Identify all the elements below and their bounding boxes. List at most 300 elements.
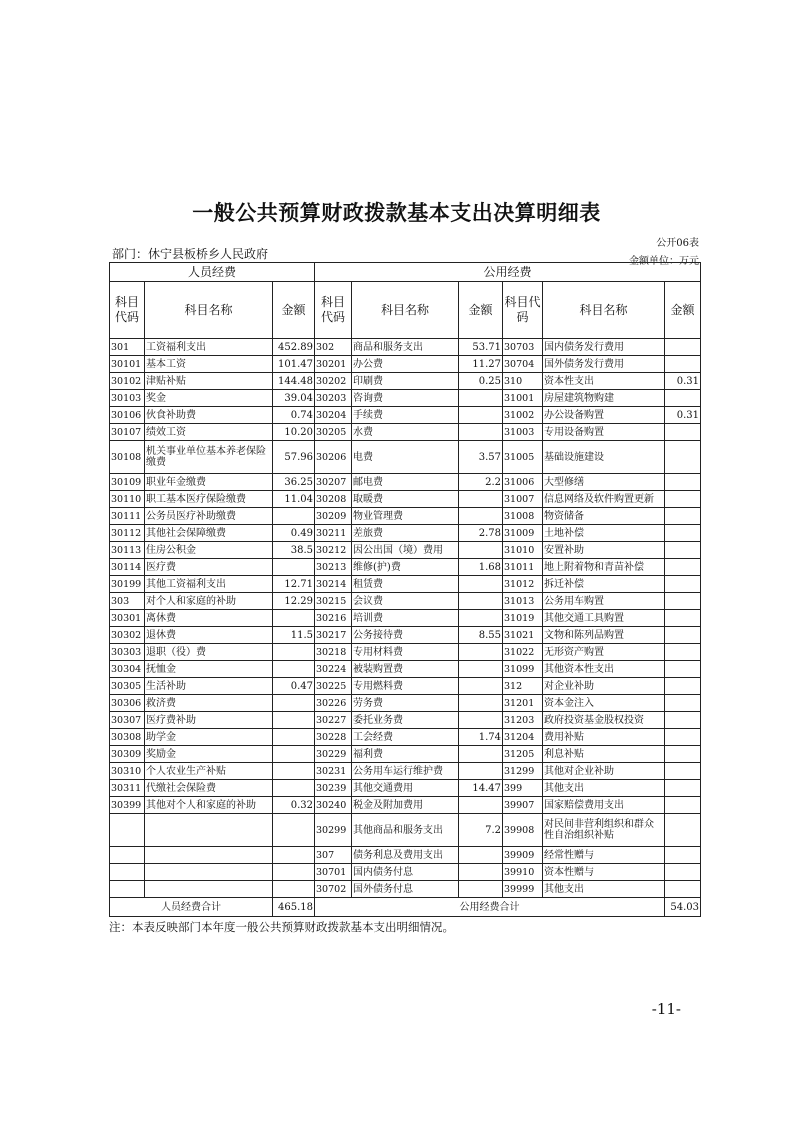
cell-name: 救济费 <box>145 695 273 712</box>
cell-amount <box>459 576 503 593</box>
cell-name: 委托业务费 <box>352 712 459 729</box>
cell-code: 30216 <box>315 610 352 627</box>
column-header-amount: 金额 <box>665 282 701 339</box>
cell-amount <box>665 339 701 356</box>
cell-amount: 3.57 <box>459 441 503 474</box>
cell-name: 利息补贴 <box>543 746 665 763</box>
cell-name: 国家赔偿费用支出 <box>543 797 665 814</box>
cell-name: 基础设施建设 <box>543 441 665 474</box>
cell-name: 劳务费 <box>352 695 459 712</box>
table-note: 注：本表反映部门本年度一般公共预算财政拨款基本支出明细情况。 <box>109 920 454 934</box>
department-label: 部门：休宁县板桥乡人民政府 <box>112 247 269 261</box>
cell-name: 公务员医疗补助缴费 <box>145 508 273 525</box>
expenditure-detail-table <box>109 262 701 917</box>
cell-name: 印刷费 <box>352 373 459 390</box>
cell-name: 无形资产购置 <box>543 644 665 661</box>
table-row <box>110 407 701 424</box>
cell-name: 政府投资基金股权投资 <box>543 712 665 729</box>
cell-code: 30107 <box>110 424 145 441</box>
cell-amount <box>273 763 315 780</box>
cell-code: 301 <box>110 339 145 356</box>
cell-name: 医疗费补助 <box>145 712 273 729</box>
cell-code: 30309 <box>110 746 145 763</box>
cell-name: 离休费 <box>145 610 273 627</box>
cell-name: 文物和陈列品购置 <box>543 627 665 644</box>
cell-amount: 0.49 <box>273 525 315 542</box>
cell-name: 差旅费 <box>352 525 459 542</box>
cell-name: 公务用车购置 <box>543 593 665 610</box>
cell-code: 30702 <box>315 881 352 898</box>
cell-name: 其他社会保障缴费 <box>145 525 273 542</box>
cell-name: 费用补贴 <box>543 729 665 746</box>
cell-name: 退休费 <box>145 627 273 644</box>
cell-name: 维修(护)费 <box>352 559 459 576</box>
column-header-amount: 金额 <box>459 282 503 339</box>
cell-amount: 101.47 <box>273 356 315 373</box>
cell-amount <box>273 559 315 576</box>
cell-name: 专用设备购置 <box>543 424 665 441</box>
cell-code: 30112 <box>110 525 145 542</box>
cell-amount <box>665 474 701 491</box>
cell-code: 30201 <box>315 356 352 373</box>
cell-code: 30202 <box>315 373 352 390</box>
cell-code: 30240 <box>315 797 352 814</box>
table-row <box>110 695 701 712</box>
table-row <box>110 373 701 390</box>
cell-name: 其他交通工具购置 <box>543 610 665 627</box>
cell-name: 手续费 <box>352 407 459 424</box>
cell-amount <box>459 593 503 610</box>
cell-name: 经常性赠与 <box>543 847 665 864</box>
cell-name: 被装购置费 <box>352 661 459 678</box>
cell-amount <box>273 864 315 881</box>
cell-amount <box>665 712 701 729</box>
cell-amount <box>459 644 503 661</box>
cell-code: 30226 <box>315 695 352 712</box>
table-row <box>110 678 701 695</box>
cell-code: 30209 <box>315 508 352 525</box>
cell-name: 邮电费 <box>352 474 459 491</box>
public-total-value: 54.03 <box>665 898 701 917</box>
cell-name: 水费 <box>352 424 459 441</box>
cell-amount <box>665 695 701 712</box>
cell-name: 房屋建筑物购建 <box>543 390 665 407</box>
cell-code: 30304 <box>110 661 145 678</box>
cell-amount <box>459 610 503 627</box>
cell-amount <box>273 881 315 898</box>
cell-amount <box>459 390 503 407</box>
cell-name: 专用材料费 <box>352 644 459 661</box>
cell-code: 30311 <box>110 780 145 797</box>
cell-code: 30208 <box>315 491 352 508</box>
cell-name: 租赁费 <box>352 576 459 593</box>
cell-amount: 11.5 <box>273 627 315 644</box>
cell-name <box>145 881 273 898</box>
column-header-name: 科目名称 <box>145 282 273 339</box>
cell-amount <box>665 508 701 525</box>
cell-code: 31299 <box>503 763 543 780</box>
cell-amount <box>665 491 701 508</box>
cell-code: 30227 <box>315 712 352 729</box>
table-row <box>110 593 701 610</box>
cell-amount <box>273 661 315 678</box>
cell-code: 30111 <box>110 508 145 525</box>
cell-amount: 2.2 <box>459 474 503 491</box>
cell-amount <box>665 797 701 814</box>
cell-code: 302 <box>315 339 352 356</box>
table-row <box>110 729 701 746</box>
table-row <box>110 491 701 508</box>
cell-amount: 7.2 <box>459 814 503 847</box>
page-number: -11- <box>651 1000 681 1018</box>
cell-amount <box>665 847 701 864</box>
cell-amount <box>665 610 701 627</box>
table-row <box>110 881 701 898</box>
cell-name: 奖金 <box>145 390 273 407</box>
cell-amount: 36.25 <box>273 474 315 491</box>
cell-code: 30299 <box>315 814 352 847</box>
cell-name: 取暖费 <box>352 491 459 508</box>
cell-name: 其他对企业补助 <box>543 763 665 780</box>
cell-amount <box>459 491 503 508</box>
cell-amount <box>665 864 701 881</box>
cell-amount <box>459 695 503 712</box>
cell-amount <box>665 814 701 847</box>
column-header-amount: 金额 <box>273 282 315 339</box>
cell-code: 30207 <box>315 474 352 491</box>
cell-name: 伙食补助费 <box>145 407 273 424</box>
cell-code: 30239 <box>315 780 352 797</box>
cell-amount: 39.04 <box>273 390 315 407</box>
cell-amount <box>459 881 503 898</box>
table-row <box>110 525 701 542</box>
cell-code: 30310 <box>110 763 145 780</box>
public-section-header: 公用经费 <box>315 263 701 282</box>
cell-code: 30205 <box>315 424 352 441</box>
cell-code: 30303 <box>110 644 145 661</box>
cell-name: 咨询费 <box>352 390 459 407</box>
cell-code: 30703 <box>503 339 543 356</box>
cell-code: 31099 <box>503 661 543 678</box>
cell-name: 物业管理费 <box>352 508 459 525</box>
table-row <box>110 542 701 559</box>
cell-amount <box>665 390 701 407</box>
cell-code: 31011 <box>503 559 543 576</box>
cell-name: 公务用车运行维护费 <box>352 763 459 780</box>
cell-amount <box>665 356 701 373</box>
cell-code: 30399 <box>110 797 145 814</box>
totals-row <box>110 898 701 917</box>
cell-code: 30305 <box>110 678 145 695</box>
cell-code: 30204 <box>315 407 352 424</box>
table-row <box>110 644 701 661</box>
cell-name <box>145 847 273 864</box>
table-body <box>110 339 701 898</box>
cell-code: 39999 <box>503 881 543 898</box>
cell-name: 生活补助 <box>145 678 273 695</box>
cell-name: 大型修缮 <box>543 474 665 491</box>
table-row <box>110 424 701 441</box>
cell-name: 其他支出 <box>543 780 665 797</box>
column-header-name: 科目名称 <box>352 282 459 339</box>
cell-name <box>145 814 273 847</box>
cell-code <box>110 881 145 898</box>
cell-amount <box>273 746 315 763</box>
cell-name: 安置补助 <box>543 542 665 559</box>
cell-code: 31010 <box>503 542 543 559</box>
cell-name <box>145 864 273 881</box>
cell-code: 30704 <box>503 356 543 373</box>
cell-code: 30199 <box>110 576 145 593</box>
cell-name: 工会经费 <box>352 729 459 746</box>
table-row <box>110 559 701 576</box>
cell-amount <box>665 746 701 763</box>
cell-code: 31203 <box>503 712 543 729</box>
cell-code: 31003 <box>503 424 543 441</box>
cell-amount: 11.27 <box>459 356 503 373</box>
cell-amount <box>665 661 701 678</box>
personnel-total-label: 人员经费合计 <box>110 898 273 917</box>
cell-code: 30101 <box>110 356 145 373</box>
cell-code: 31002 <box>503 407 543 424</box>
cell-name: 会议费 <box>352 593 459 610</box>
cell-code <box>110 847 145 864</box>
cell-name: 绩效工资 <box>145 424 273 441</box>
cell-name: 机关事业单位基本养老保险缴费 <box>145 441 273 474</box>
table-row <box>110 390 701 407</box>
cell-name: 其他支出 <box>543 881 665 898</box>
cell-amount <box>273 847 315 864</box>
cell-name: 其他对个人和家庭的补助 <box>145 797 273 814</box>
cell-amount <box>665 729 701 746</box>
cell-amount: 8.55 <box>459 627 503 644</box>
cell-code: 31204 <box>503 729 543 746</box>
cell-code: 31009 <box>503 525 543 542</box>
cell-name: 其他商品和服务支出 <box>352 814 459 847</box>
cell-amount: 144.48 <box>273 373 315 390</box>
cell-name: 退职（役）费 <box>145 644 273 661</box>
cell-code <box>110 864 145 881</box>
cell-code: 39908 <box>503 814 543 847</box>
cell-amount <box>459 424 503 441</box>
cell-code: 30109 <box>110 474 145 491</box>
cell-amount <box>459 847 503 864</box>
cell-amount: 14.47 <box>459 780 503 797</box>
public-total-label: 公用经费合计 <box>315 898 665 917</box>
table-row <box>110 780 701 797</box>
cell-name: 对民间非营利组织和群众性自治组织补贴 <box>543 814 665 847</box>
cell-name: 抚恤金 <box>145 661 273 678</box>
cell-amount: 0.32 <box>273 797 315 814</box>
cell-name: 电费 <box>352 441 459 474</box>
cell-code: 39907 <box>503 797 543 814</box>
cell-code: 30701 <box>315 864 352 881</box>
cell-code: 30307 <box>110 712 145 729</box>
cell-code: 30225 <box>315 678 352 695</box>
cell-name: 物资储备 <box>543 508 665 525</box>
cell-amount: 1.74 <box>459 729 503 746</box>
table-row <box>110 356 701 373</box>
cell-code: 30224 <box>315 661 352 678</box>
cell-code: 30301 <box>110 610 145 627</box>
cell-name: 因公出国（境）费用 <box>352 542 459 559</box>
cell-code: 30217 <box>315 627 352 644</box>
table-row <box>110 610 701 627</box>
cell-code: 30203 <box>315 390 352 407</box>
cell-amount <box>459 508 503 525</box>
column-header-code: 科目代码 <box>503 282 543 339</box>
cell-code <box>110 814 145 847</box>
cell-amount <box>459 763 503 780</box>
table-row <box>110 661 701 678</box>
cell-code: 307 <box>315 847 352 864</box>
cell-amount: 53.71 <box>459 339 503 356</box>
cell-name: 信息网络及软件购置更新 <box>543 491 665 508</box>
cell-code: 30108 <box>110 441 145 474</box>
cell-code: 31022 <box>503 644 543 661</box>
cell-amount: 0.25 <box>459 373 503 390</box>
cell-code: 30215 <box>315 593 352 610</box>
cell-name: 国内债务发行费用 <box>543 339 665 356</box>
table-row <box>110 508 701 525</box>
cell-amount <box>665 593 701 610</box>
cell-amount: 10.20 <box>273 424 315 441</box>
cell-code: 30211 <box>315 525 352 542</box>
cell-code: 39909 <box>503 847 543 864</box>
cell-code: 30114 <box>110 559 145 576</box>
cell-amount <box>665 441 701 474</box>
cell-name: 培训费 <box>352 610 459 627</box>
cell-code: 31013 <box>503 593 543 610</box>
table-row <box>110 763 701 780</box>
cell-name: 其他资本性支出 <box>543 661 665 678</box>
cell-code: 30212 <box>315 542 352 559</box>
cell-name: 助学金 <box>145 729 273 746</box>
cell-amount: 0.31 <box>665 373 701 390</box>
cell-amount <box>459 407 503 424</box>
cell-code: 30231 <box>315 763 352 780</box>
column-header-code: 科目代码 <box>110 282 145 339</box>
cell-name: 资本性赠与 <box>543 864 665 881</box>
cell-code: 30228 <box>315 729 352 746</box>
cell-name: 国内债务付息 <box>352 864 459 881</box>
personnel-section-header: 人员经费 <box>110 263 315 282</box>
cell-code: 31201 <box>503 695 543 712</box>
cell-amount <box>665 644 701 661</box>
cell-name: 工资福利支出 <box>145 339 273 356</box>
cell-code: 30308 <box>110 729 145 746</box>
cell-amount <box>459 678 503 695</box>
cell-name: 拆迁补偿 <box>543 576 665 593</box>
cell-name: 债务利息及费用支出 <box>352 847 459 864</box>
cell-code: 31006 <box>503 474 543 491</box>
page-title: 一般公共预算财政拨款基本支出决算明细表 <box>192 201 601 225</box>
cell-amount: 0.47 <box>273 678 315 695</box>
cell-amount <box>665 559 701 576</box>
cell-name: 资本性支出 <box>543 373 665 390</box>
cell-amount <box>273 814 315 847</box>
cell-code: 30206 <box>315 441 352 474</box>
cell-amount <box>459 712 503 729</box>
cell-amount: 0.74 <box>273 407 315 424</box>
table-row <box>110 441 701 474</box>
column-header-code: 科目代码 <box>315 282 352 339</box>
cell-code: 31205 <box>503 746 543 763</box>
cell-amount <box>665 627 701 644</box>
cell-name: 对企业补助 <box>543 678 665 695</box>
table-row <box>110 746 701 763</box>
cell-amount: 12.71 <box>273 576 315 593</box>
cell-amount: 0.31 <box>665 407 701 424</box>
cell-name: 个人农业生产补贴 <box>145 763 273 780</box>
cell-amount: 12.29 <box>273 593 315 610</box>
cell-amount <box>665 542 701 559</box>
cell-name: 代缴社会保险费 <box>145 780 273 797</box>
cell-code: 30110 <box>110 491 145 508</box>
table-row <box>110 339 701 356</box>
cell-amount <box>459 542 503 559</box>
cell-name: 国外债务发行费用 <box>543 356 665 373</box>
cell-name: 商品和服务支出 <box>352 339 459 356</box>
table-row <box>110 864 701 881</box>
cell-amount <box>273 610 315 627</box>
table-row <box>110 712 701 729</box>
cell-amount: 1.68 <box>459 559 503 576</box>
cell-code: 31007 <box>503 491 543 508</box>
cell-amount <box>273 780 315 797</box>
cell-name: 奖励金 <box>145 746 273 763</box>
cell-amount <box>665 424 701 441</box>
cell-amount: 57.96 <box>273 441 315 474</box>
cell-name: 津贴补贴 <box>145 373 273 390</box>
cell-amount <box>665 763 701 780</box>
cell-amount <box>665 525 701 542</box>
cell-name: 专用燃料费 <box>352 678 459 695</box>
cell-amount <box>665 780 701 797</box>
cell-code: 31005 <box>503 441 543 474</box>
cell-amount <box>273 508 315 525</box>
cell-amount <box>665 576 701 593</box>
cell-name: 办公设备购置 <box>543 407 665 424</box>
cell-amount <box>459 864 503 881</box>
form-number: 公开06表 <box>656 238 699 249</box>
cell-name: 公务接待费 <box>352 627 459 644</box>
cell-amount: 38.5 <box>273 542 315 559</box>
cell-code: 303 <box>110 593 145 610</box>
cell-code: 31001 <box>503 390 543 407</box>
table-row <box>110 797 701 814</box>
cell-amount: 452.89 <box>273 339 315 356</box>
cell-name: 办公费 <box>352 356 459 373</box>
table-row <box>110 814 701 847</box>
cell-code: 31021 <box>503 627 543 644</box>
cell-name: 税金及附加费用 <box>352 797 459 814</box>
cell-name: 对个人和家庭的补助 <box>145 593 273 610</box>
cell-code: 30229 <box>315 746 352 763</box>
cell-code: 30213 <box>315 559 352 576</box>
cell-amount: 11.04 <box>273 491 315 508</box>
cell-code: 30106 <box>110 407 145 424</box>
cell-name: 福利费 <box>352 746 459 763</box>
cell-amount <box>273 729 315 746</box>
cell-code: 30302 <box>110 627 145 644</box>
cell-code: 399 <box>503 780 543 797</box>
cell-name: 医疗费 <box>145 559 273 576</box>
cell-code: 31019 <box>503 610 543 627</box>
cell-amount <box>459 661 503 678</box>
cell-amount <box>273 712 315 729</box>
cell-code: 310 <box>503 373 543 390</box>
